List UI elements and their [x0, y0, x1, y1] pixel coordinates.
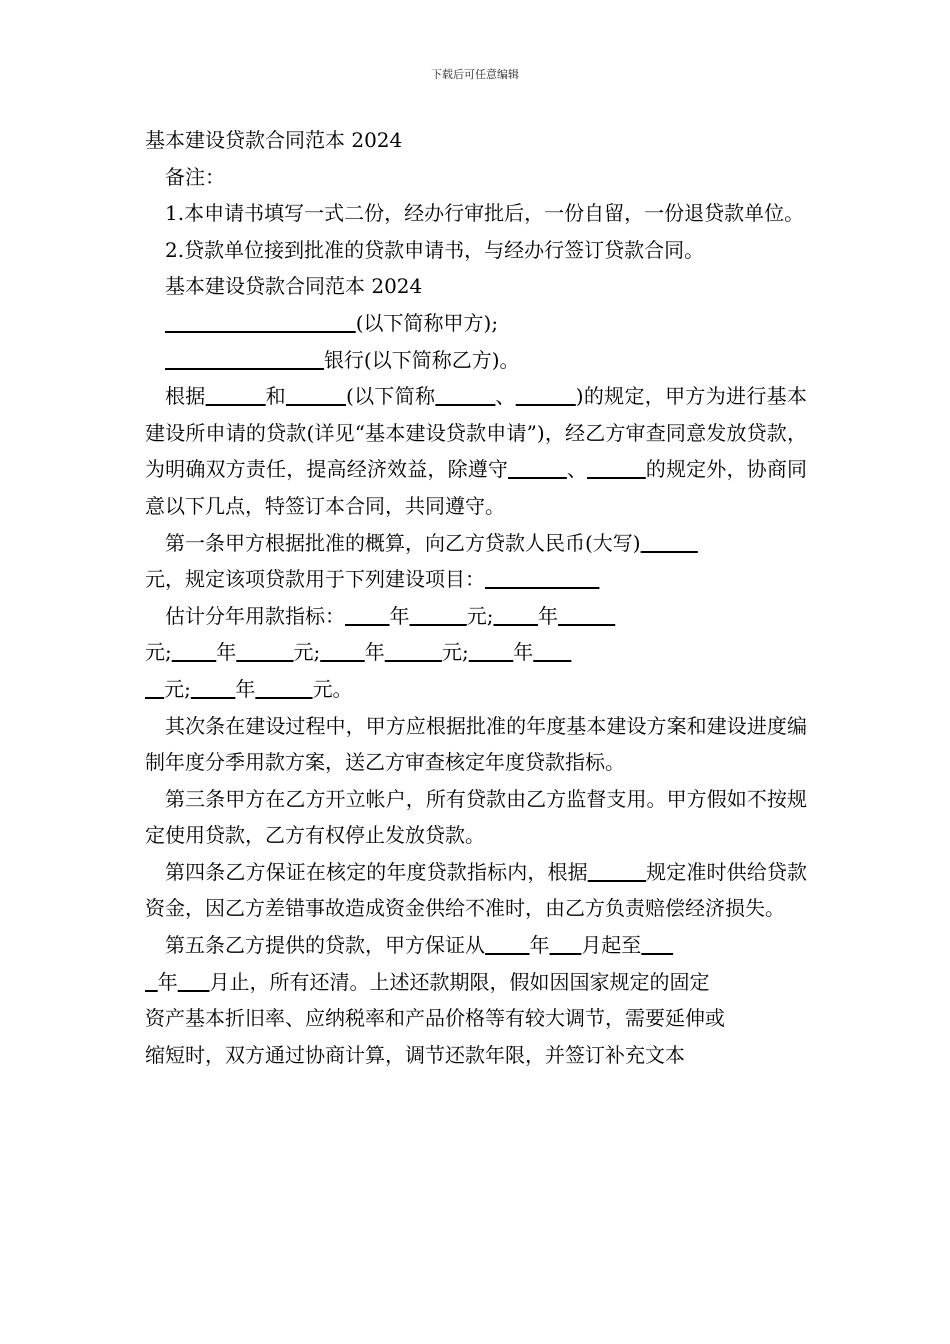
article-5-line-3: 资产基本折旧率、应纳税率和产品价格等有较大调节，需要延伸或 — [145, 1006, 725, 1031]
estimate-line-3: 元; 年 元。 — [145, 671, 807, 708]
blank-field — [641, 531, 698, 555]
blank-field — [533, 640, 571, 664]
blank-field — [469, 640, 514, 664]
blank-field — [508, 457, 567, 481]
blank-field — [493, 604, 538, 628]
blank-field — [236, 640, 293, 664]
note-2: 2.贷款单位接到批准的贷款申请书，与经办行签订贷款合同。 — [165, 237, 705, 262]
estimate-line-1: 估计分年用款指标： 年 元; 年 — [145, 598, 807, 635]
article-2: 其次条在建设过程中，甲方应根据批准的年度基本建设方案和建设进度编制年度分季用款方案，送乙方审查核定年度贷款指标。 — [145, 713, 807, 775]
doc-title: 基本建设贷款合同范本 2024 — [145, 128, 403, 152]
blank-field — [178, 970, 210, 994]
note-label: 备注： — [165, 164, 225, 189]
blank-field — [558, 604, 615, 628]
blank-field — [485, 933, 530, 957]
blank-field — [172, 640, 217, 664]
note-1: 1.本申请书填写一式二份，经办行审批后，一份自留，一份退贷款单位。 — [165, 201, 805, 226]
blank-field — [191, 677, 236, 701]
article-5 — [145, 927, 807, 1073]
estimate-block — [145, 598, 807, 708]
article-5-line-2: 年 月止，所有还清。上述还款期限，假如因国家规定的固定 — [145, 964, 807, 1001]
page-header: 下载后可任意编辑 — [431, 68, 519, 81]
estimate-line-2: 元; 年 元; 年 元; 年 — [145, 634, 807, 671]
blank-field — [286, 384, 346, 408]
article-4: 第四条乙方保证在核定的年度贷款指标内，根据 规定准时供给贷款资金，因乙方差错事故造成资金供给不准时，由乙方负责赔偿经济损失。 — [145, 859, 808, 921]
doc-title-2: 基本建设贷款合同范本 2024 — [165, 274, 423, 299]
article-1-line-1: 第一条甲方根据批准的概算，向乙方贷款人民币(大写) — [145, 525, 807, 562]
article-1 — [145, 525, 807, 598]
party-a-line: (以下简称甲方); — [145, 305, 807, 342]
blank-field — [435, 384, 495, 408]
blank-field — [255, 677, 312, 701]
blank-field — [206, 384, 266, 408]
blank-field — [165, 311, 356, 335]
blank-field — [345, 604, 390, 628]
article-5-line-1: 第五条乙方提供的贷款，甲方保证从 年 月起至 — [145, 927, 807, 964]
blank-field — [385, 640, 442, 664]
preamble-paragraph: 根据 和 (以下简称 、 )的规定，甲方为进行基本建设所申请的贷款(详见“基本建设贷款申请”)，经乙方审查同意发放贷款，为明确双方责任，提高经济效益，除遵守 、 的规定外，协商同意以下几点，特签订本合同，共同遵守。 — [145, 384, 807, 518]
blank-field — [145, 677, 164, 701]
party-b-line: 银行(以下简称乙方)。 — [145, 342, 807, 379]
blank-field — [550, 933, 582, 957]
blank-field — [165, 348, 324, 372]
blank-field — [485, 567, 599, 591]
article-1-line-2: 元，规定该项贷款用于下列建设项目： — [145, 561, 807, 598]
blank-field — [588, 860, 646, 884]
document-body — [145, 122, 807, 1073]
blank-field — [641, 933, 673, 957]
blank-field — [320, 640, 365, 664]
blank-field — [410, 604, 467, 628]
article-3: 第三条甲方在乙方开立帐户，所有贷款由乙方监督支用。甲方假如不按规定使用贷款，乙方有权停止发放贷款。 — [145, 786, 807, 848]
article-5-line-4: 缩短时，双方通过协商计算，调节还款年限，并签订补充文本 — [145, 1042, 685, 1067]
blank-field — [516, 384, 576, 408]
blank-field — [587, 457, 646, 481]
blank-field — [145, 970, 158, 994]
